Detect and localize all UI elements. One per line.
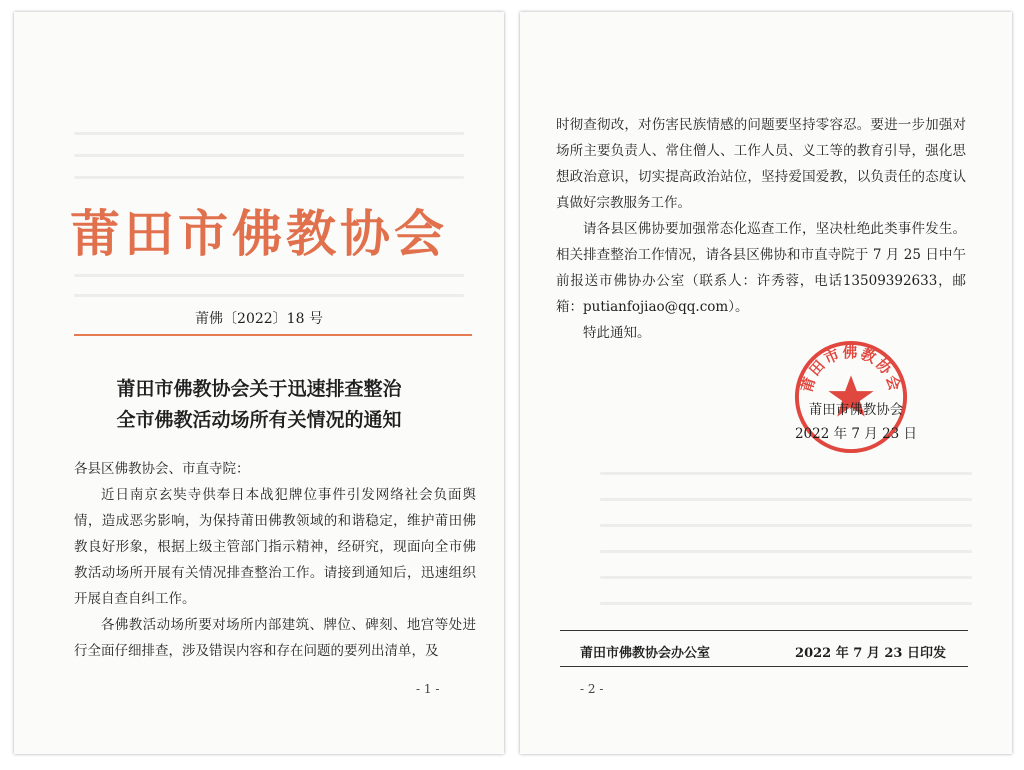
show-through-line (600, 524, 972, 527)
page-number: - 2 - (580, 682, 604, 696)
paragraph-2: 各佛教活动场所要对场所内部建筑、牌位、碑刻、地宫等处进行全面仔细排查，涉及错误内容和存在问题的要列出清单，及 (74, 617, 476, 659)
show-through-line (600, 498, 972, 501)
paragraph-1: 近日南京玄奘寺供奉日本战犯牌位事件引发网络社会负面舆情，造成恶劣影响，为保持莆田佛教领域的和谐稳定，维护莆田佛教良好形象，根据上级主管部门指示精神，经研究，现面向全市佛教活动场所开展有关情况排查整治工作。请接到通知后，迅速组织开展自查自纠工作。 (74, 487, 476, 607)
footer-date: 2022 年 7 月 23 日印发 (795, 646, 946, 661)
show-through-line (600, 602, 972, 605)
document-page-2 (520, 12, 1012, 754)
title-line-2: 全市佛教活动场所有关情况的通知 (116, 409, 402, 431)
masthead: 莆田市佛教协会 (70, 204, 448, 263)
show-through-line (600, 472, 972, 475)
signer-name: 莆田市佛教协会 (808, 402, 904, 418)
title-line-1: 莆田市佛教协会关于迅速排查整治 (116, 378, 402, 400)
paragraph-3: 请各县区佛协要加强常态化巡查工作，坚决杜绝此类事件发生。相关排查整治工作情况，请各县区佛协和市直寺院于 7 月 25 日中午前报送市佛协办公室（联系人：许秀蓉，电话13509392633，邮箱：putianfojiao@qq.com）。 (556, 221, 966, 315)
document-title (14, 374, 504, 436)
show-through-line (74, 176, 464, 179)
body-text-page-1 (74, 456, 476, 664)
show-through-line (600, 550, 972, 553)
signature-block (766, 398, 946, 446)
document-number: 莆佛〔2022〕18 号 (195, 311, 323, 327)
show-through-line (74, 294, 464, 297)
red-divider (74, 334, 472, 336)
print-footer (580, 642, 946, 661)
show-through-line (600, 576, 972, 579)
show-through-line (74, 154, 464, 157)
page-number: - 1 - (416, 682, 440, 696)
sign-date: 2022 年 7 月 23 日 (794, 426, 918, 442)
show-through-line (74, 132, 464, 135)
document-page-1 (14, 12, 504, 754)
body-text-page-2 (556, 112, 966, 346)
seal-text: 莆田市佛教协会 (798, 344, 904, 395)
closing: 特此通知。 (583, 325, 651, 341)
show-through-line (74, 274, 464, 277)
footer-rule-bottom (560, 666, 968, 667)
footer-office: 莆田市佛教协会办公室 (580, 646, 711, 661)
paragraph-2-continued: 时彻查彻改，对伤害民族情感的问题要坚持零容忍。要进一步加强对场所主要负责人、常住僧人、工作人员、义工等的教育引导，强化思想政治意识，切实提高政治站位，坚持爱国爱教，以负责任的态度认真做好宗教服务工作。 (556, 117, 966, 211)
salutation: 各县区佛教协会、市直寺院： (74, 461, 250, 477)
footer-rule-top (560, 630, 968, 631)
